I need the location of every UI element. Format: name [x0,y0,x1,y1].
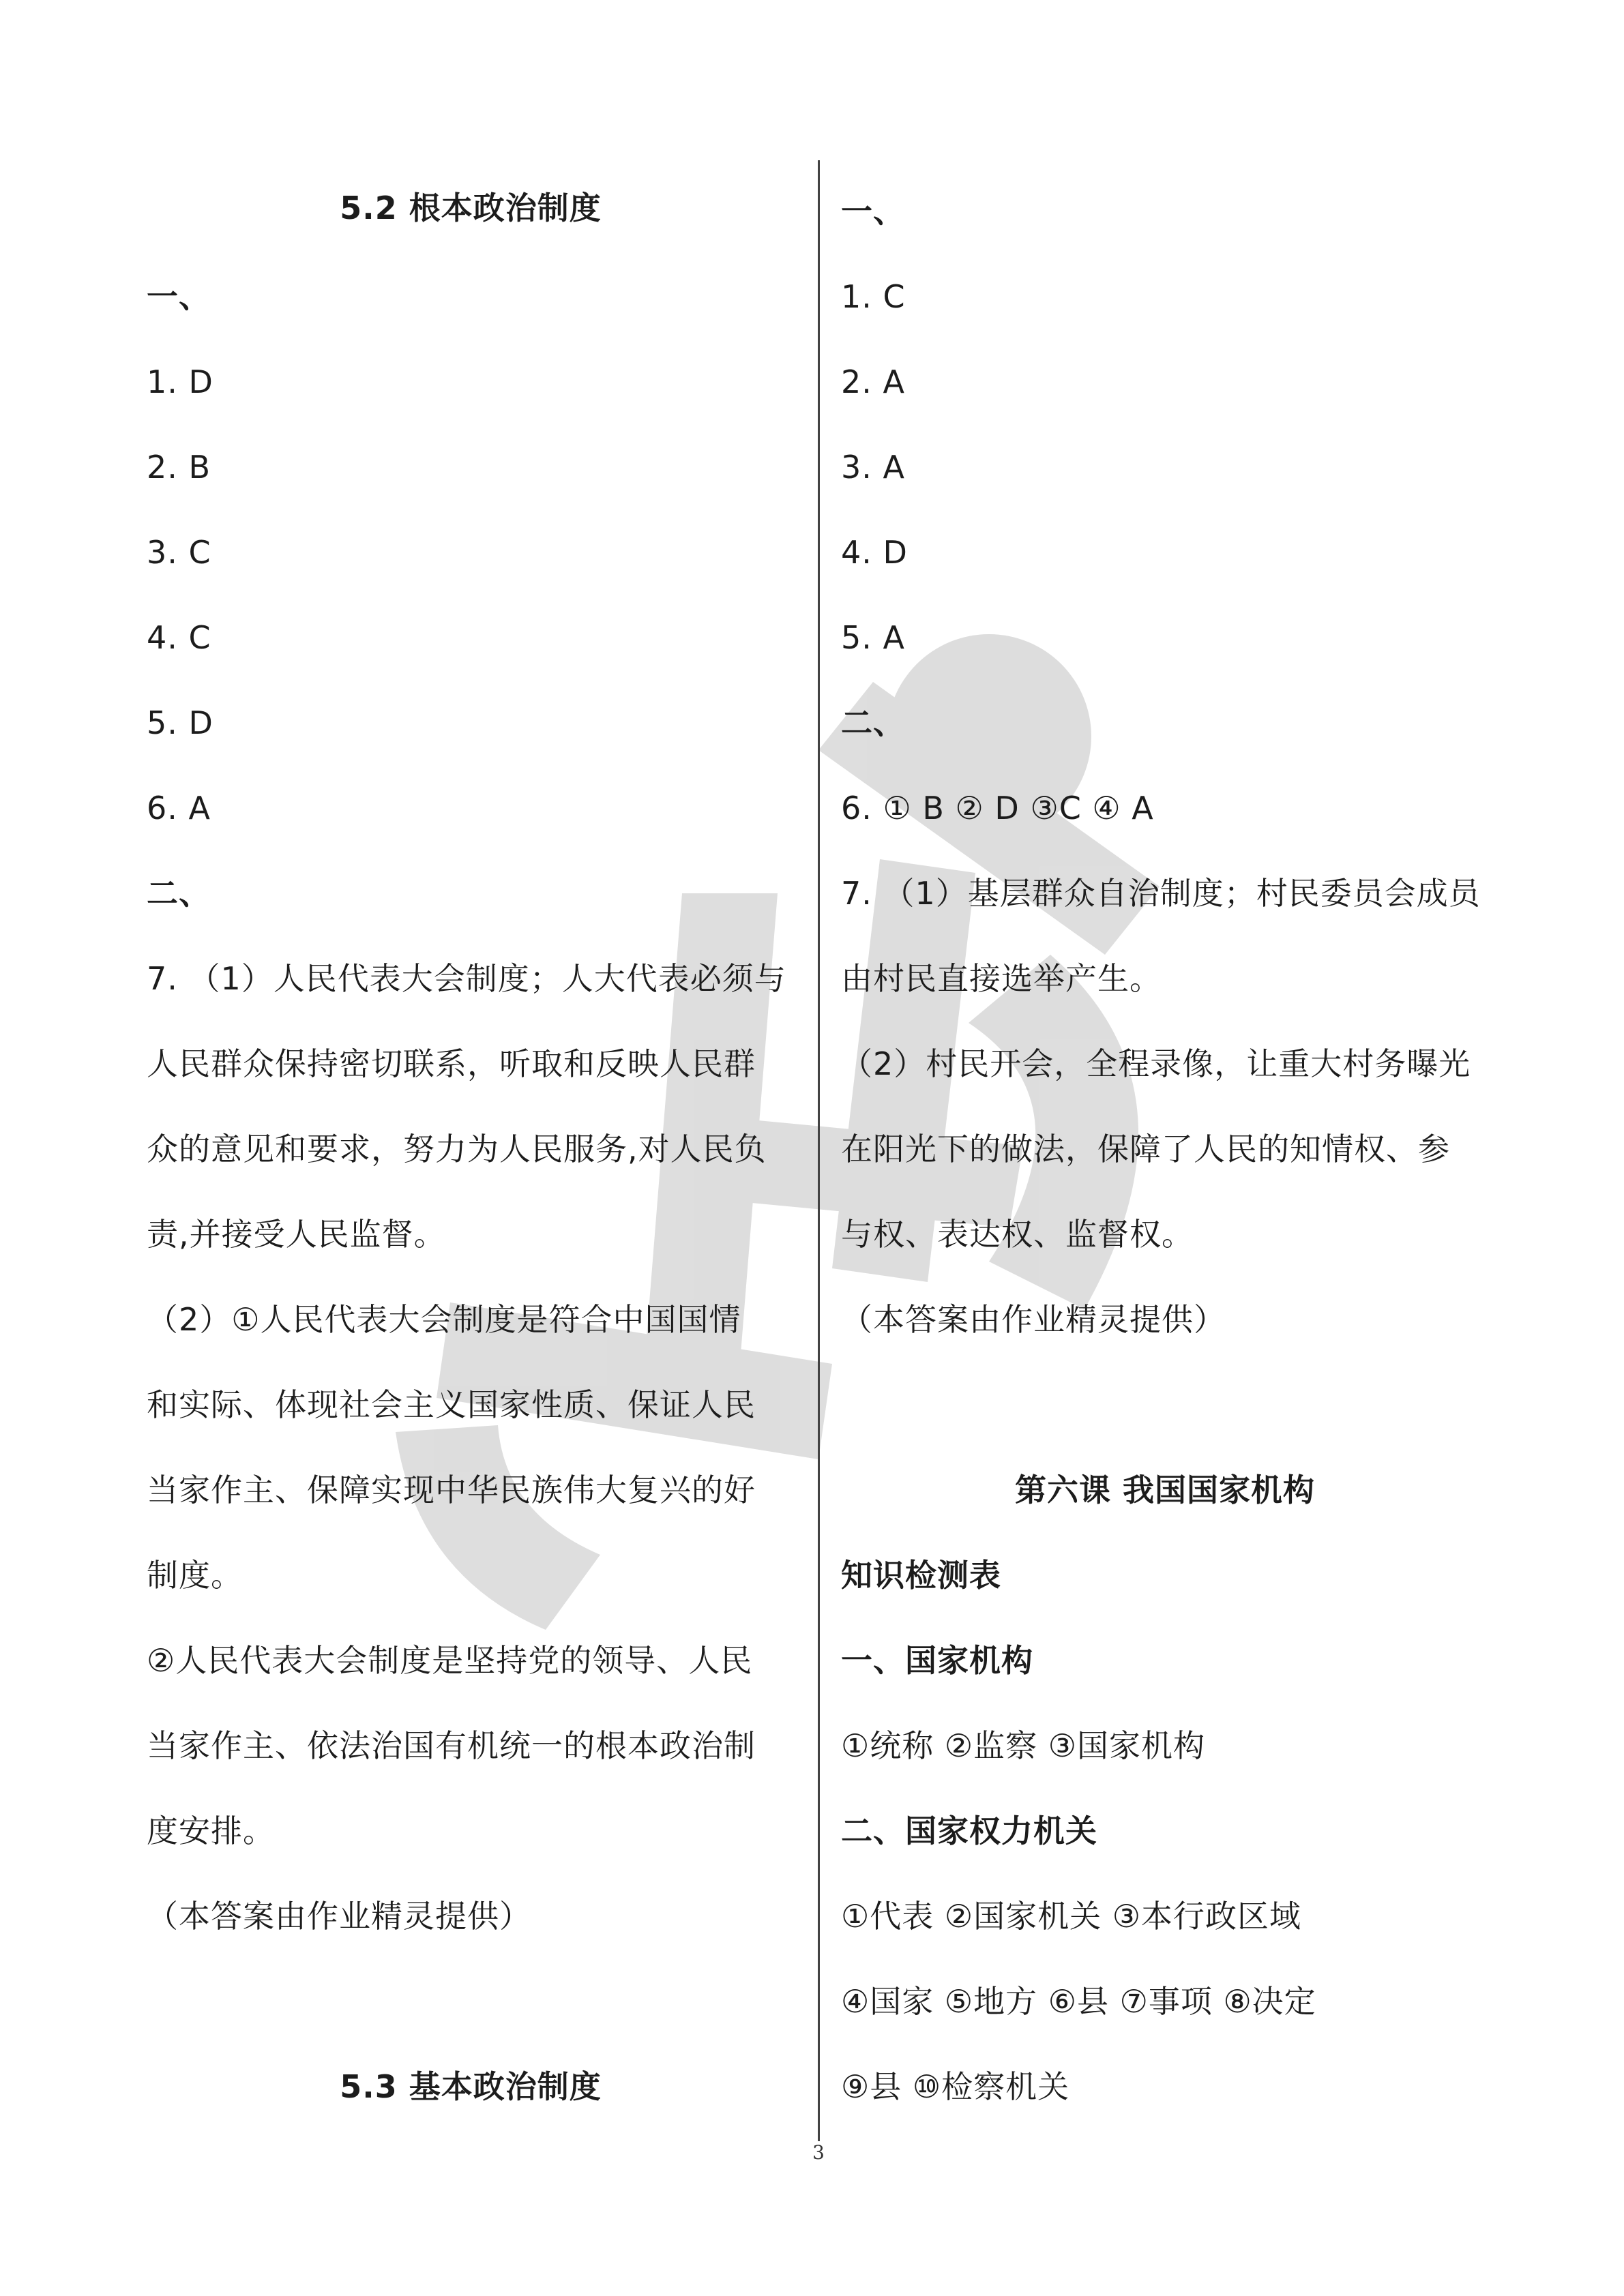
answer-text-line: 与权、表达权、监督权。 [841,1216,1194,1253]
source-note: （本答案由作业精灵提供） [841,1301,1226,1338]
answer-line: ④国家 ⑤地方 ⑥县 ⑦事项 ⑧决定 [841,1983,1316,2020]
answer-text-line: 在阳光下的做法，保障了人民的知情权、参 [841,1131,1450,1167]
section-title-5-3: 5.3 基本政治制度 [340,2068,602,2105]
answer-line: 3. C [147,534,211,571]
answer-line: ①统称 ②监察 ③国家机构 [841,1727,1205,1764]
answer-line: 6. A [147,790,211,826]
answer-text-line: 众的意见和要求，努力为人民服务,对人民负 [147,1131,767,1167]
answer-text-line: （2）村民开会，全程录像，让重大村务曝光 [841,1045,1471,1082]
answer-text-line: 人民群众保持密切联系，听取和反映人民群 [147,1045,756,1082]
part-heading: 一、 [147,278,211,315]
column-divider [818,160,820,2141]
answer-text-line: 和实际、体现社会主义国家性质、保证人民 [147,1386,756,1423]
answer-line: 4. C [147,619,211,656]
subsection-heading: 知识检测表 [841,1557,1001,1594]
answer-line: 1. D [147,363,213,400]
subsection-heading: 一、国家机构 [841,1642,1033,1679]
answer-text-line: 制度。 [147,1557,243,1594]
answer-text-line: 7. （1）人民代表大会制度；人大代表必须与 [147,960,786,997]
answer-text-line: 当家作主、保障实现中华民族伟大复兴的好 [147,1472,756,1508]
answer-line: 3. A [841,449,905,486]
answer-text-line: （2）①人民代表大会制度是符合中国国情 [147,1301,741,1338]
part-heading: 一、 [841,193,905,230]
part-heading: 二、 [147,875,211,912]
source-note: （本答案由作业精灵提供） [147,1898,531,1935]
answer-text-line: 度安排。 [147,1813,275,1849]
answer-line: 6. ① B ② D ③C ④ A [841,790,1154,826]
answer-text-line: 7. （1）基层群众自治制度；村民委员会成员 [841,875,1481,912]
section-title-5-2: 5.2 根本政治制度 [340,190,602,226]
answer-line: 5. D [147,704,213,741]
answer-text-line: 由村民直接选举产生。 [841,960,1162,997]
answer-text-line: ②人民代表大会制度是坚持党的领导、人民 [147,1642,753,1679]
answer-line: 2. B [147,449,211,486]
answer-line: 5. A [841,619,905,656]
page-number: 3 [812,2141,825,2164]
answer-text-line: 责,并接受人民监督。 [147,1216,446,1253]
answer-line: ⑨县 ⑩检察机关 [841,2068,1070,2105]
part-heading: 二、 [841,704,905,741]
subsection-heading: 二、国家权力机关 [841,1813,1097,1849]
answer-line: ①代表 ②国家机关 ③本行政区域 [841,1898,1301,1935]
lesson-title: 第六课 我国国家机构 [1014,1472,1315,1508]
answer-text-line: 当家作主、依法治国有机统一的根本政治制 [147,1727,756,1764]
answer-line: 1. C [841,278,906,315]
answer-line: 2. A [841,363,905,400]
answer-line: 4. D [841,534,908,571]
